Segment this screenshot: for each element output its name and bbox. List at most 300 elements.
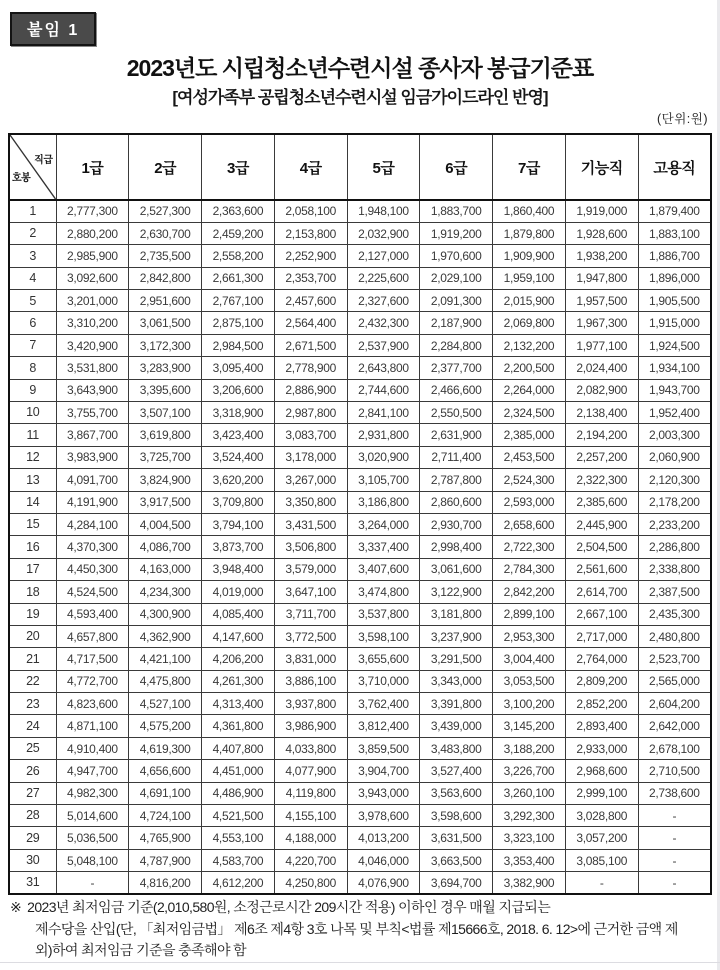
- salary-cell: 2,886,900: [274, 379, 347, 401]
- unit-label: (단위:원): [656, 112, 708, 126]
- step-cell: 20: [9, 625, 56, 647]
- salary-cell: 2,951,600: [129, 290, 202, 312]
- salary-cell: 4,188,000: [274, 827, 347, 849]
- salary-cell: 2,722,300: [493, 536, 566, 558]
- salary-cell: 2,999,100: [565, 782, 638, 804]
- table-row: [9, 222, 711, 244]
- salary-cell: 3,310,200: [56, 312, 129, 334]
- salary-cell: 3,206,600: [202, 379, 275, 401]
- salary-cell: 3,859,500: [347, 737, 420, 759]
- salary-cell: 3,186,800: [347, 491, 420, 513]
- salary-cell: 2,738,600: [638, 782, 711, 804]
- salary-cell: 1,883,100: [638, 222, 711, 244]
- table-row: [9, 290, 711, 312]
- salary-cell: 4,772,700: [56, 670, 129, 692]
- salary-cell: 3,579,000: [274, 558, 347, 580]
- salary-cell: 1,928,600: [565, 222, 638, 244]
- salary-cell: 3,264,000: [347, 513, 420, 535]
- step-cell: 9: [9, 379, 56, 401]
- table-row: [9, 648, 711, 670]
- salary-cell: 4,451,000: [202, 760, 275, 782]
- salary-cell: 1,948,100: [347, 200, 420, 222]
- footnote-line-2: 제수당을 산입(단, 「최저임금법」 제6조 제4항 3호 나목 및 부칙<법률 제15666호, 2018. 6. 12>에 근거한 금액 제: [35, 920, 678, 937]
- salary-cell: 2,091,300: [420, 290, 493, 312]
- salary-cell: 4,553,100: [202, 827, 275, 849]
- salary-cell: 2,120,300: [638, 469, 711, 491]
- column-header: 1급: [56, 134, 129, 200]
- salary-cell: 3,986,900: [274, 715, 347, 737]
- salary-cell: 1,896,000: [638, 267, 711, 289]
- column-header: 기능직: [565, 134, 638, 200]
- salary-cell: 3,391,800: [420, 693, 493, 715]
- salary-cell: 2,661,300: [202, 267, 275, 289]
- salary-cell: 2,264,000: [493, 379, 566, 401]
- salary-cell: 3,237,900: [420, 625, 493, 647]
- salary-cell: 2,257,200: [565, 446, 638, 468]
- salary-cell: 2,643,800: [347, 357, 420, 379]
- table-row: [9, 469, 711, 491]
- step-cell: 19: [9, 603, 56, 625]
- salary-cell: 4,524,500: [56, 581, 129, 603]
- salary-cell: 3,831,000: [274, 648, 347, 670]
- corner-label-rank: 직급: [34, 155, 53, 166]
- salary-cell: 3,382,900: [493, 872, 566, 894]
- salary-cell: 2,875,100: [202, 312, 275, 334]
- salary-cell: 4,370,300: [56, 536, 129, 558]
- salary-cell: 3,100,200: [493, 693, 566, 715]
- salary-cell: 4,300,900: [129, 603, 202, 625]
- table-row: [9, 491, 711, 513]
- salary-cell: 3,283,900: [129, 357, 202, 379]
- scan-edge-bottom: [0, 962, 720, 963]
- salary-cell: 4,077,900: [274, 760, 347, 782]
- corner-label-step: 호봉: [12, 173, 31, 184]
- salary-cell: 2,642,000: [638, 715, 711, 737]
- salary-cell: 4,407,800: [202, 737, 275, 759]
- step-cell: 22: [9, 670, 56, 692]
- salary-cell: 4,593,400: [56, 603, 129, 625]
- salary-cell: 4,220,700: [274, 849, 347, 871]
- salary-cell: 2,593,000: [493, 491, 566, 513]
- salary-cell: 3,407,600: [347, 558, 420, 580]
- salary-cell: 4,191,900: [56, 491, 129, 513]
- salary-cell: 4,656,600: [129, 760, 202, 782]
- footnote: [10, 897, 715, 962]
- salary-cell: 4,086,700: [129, 536, 202, 558]
- salary-cell: 1,883,700: [420, 200, 493, 222]
- salary-cell: -: [638, 827, 711, 849]
- salary-cell: 2,459,200: [202, 222, 275, 244]
- salary-cell: -: [565, 872, 638, 894]
- salary-cell: 1,919,200: [420, 222, 493, 244]
- step-cell: 30: [9, 849, 56, 871]
- salary-cell: 2,778,900: [274, 357, 347, 379]
- salary-cell: 4,521,500: [202, 805, 275, 827]
- salary-cell: 3,061,600: [420, 558, 493, 580]
- step-cell: 8: [9, 357, 56, 379]
- step-cell: 15: [9, 513, 56, 535]
- salary-cell: 2,987,800: [274, 402, 347, 424]
- salary-cell: 3,506,800: [274, 536, 347, 558]
- salary-cell: 3,904,700: [347, 760, 420, 782]
- salary-cell: 4,486,900: [202, 782, 275, 804]
- salary-cell: 2,537,900: [347, 334, 420, 356]
- salary-cell: 3,226,700: [493, 760, 566, 782]
- salary-cell: 2,631,900: [420, 424, 493, 446]
- table-row: [9, 849, 711, 871]
- salary-cell: 2,284,800: [420, 334, 493, 356]
- salary-cell: 1,909,900: [493, 245, 566, 267]
- step-cell: 3: [9, 245, 56, 267]
- salary-cell: 5,014,600: [56, 805, 129, 827]
- salary-cell: 2,385,600: [565, 491, 638, 513]
- salary-cell: 2,564,400: [274, 312, 347, 334]
- salary-cell: 3,420,900: [56, 334, 129, 356]
- step-cell: 31: [9, 872, 56, 894]
- step-cell: 7: [9, 334, 56, 356]
- salary-cell: 1,959,100: [493, 267, 566, 289]
- table-row: [9, 312, 711, 334]
- salary-cell: 4,361,800: [202, 715, 275, 737]
- salary-cell: 2,138,400: [565, 402, 638, 424]
- salary-cell: 3,178,000: [274, 446, 347, 468]
- salary-cell: 2,558,200: [202, 245, 275, 267]
- table-row: [9, 334, 711, 356]
- salary-cell: 3,085,100: [565, 849, 638, 871]
- salary-cell: 4,823,600: [56, 693, 129, 715]
- salary-cell: 2,787,800: [420, 469, 493, 491]
- salary-cell: 1,919,000: [565, 200, 638, 222]
- salary-cell: 3,343,000: [420, 670, 493, 692]
- salary-cell: 2,998,400: [420, 536, 493, 558]
- salary-cell: 1,952,400: [638, 402, 711, 424]
- salary-cell: 2,015,900: [493, 290, 566, 312]
- salary-cell: 2,069,800: [493, 312, 566, 334]
- salary-cell: 4,816,200: [129, 872, 202, 894]
- salary-cell: 2,466,600: [420, 379, 493, 401]
- salary-cell: 2,985,900: [56, 245, 129, 267]
- table-row: [9, 446, 711, 468]
- salary-cell: 2,933,000: [565, 737, 638, 759]
- salary-cell: 3,318,900: [202, 402, 275, 424]
- salary-cell: 3,983,900: [56, 446, 129, 468]
- salary-cell: 3,619,800: [129, 424, 202, 446]
- salary-cell: 2,194,200: [565, 424, 638, 446]
- salary-cell: 3,004,400: [493, 648, 566, 670]
- salary-cell: 3,053,500: [493, 670, 566, 692]
- salary-table: [8, 133, 712, 895]
- salary-cell: 3,725,700: [129, 446, 202, 468]
- salary-cell: 2,338,800: [638, 558, 711, 580]
- column-header: 7급: [493, 134, 566, 200]
- salary-cell: 4,583,700: [202, 849, 275, 871]
- salary-cell: 4,013,200: [347, 827, 420, 849]
- salary-cell: 3,337,400: [347, 536, 420, 558]
- salary-cell: 4,155,100: [274, 805, 347, 827]
- salary-cell: 2,777,300: [56, 200, 129, 222]
- salary-cell: 3,172,300: [129, 334, 202, 356]
- table-row: [9, 513, 711, 535]
- salary-cell: 2,178,200: [638, 491, 711, 513]
- salary-cell: 4,475,800: [129, 670, 202, 692]
- salary-cell: 2,711,400: [420, 446, 493, 468]
- salary-cell: 4,717,500: [56, 648, 129, 670]
- salary-cell: 3,201,000: [56, 290, 129, 312]
- table-row: [9, 558, 711, 580]
- column-header: 5급: [347, 134, 420, 200]
- salary-cell: 4,612,200: [202, 872, 275, 894]
- salary-cell: 3,122,900: [420, 581, 493, 603]
- salary-cell: 1,970,600: [420, 245, 493, 267]
- salary-cell: 3,181,800: [420, 603, 493, 625]
- salary-cell: 2,710,500: [638, 760, 711, 782]
- diagonal-line-icon: [10, 135, 56, 199]
- salary-cell: 3,755,700: [56, 402, 129, 424]
- salary-cell: 4,206,200: [202, 648, 275, 670]
- salary-cell: 2,953,300: [493, 625, 566, 647]
- salary-cell: 2,880,200: [56, 222, 129, 244]
- table-row: [9, 827, 711, 849]
- step-cell: 12: [9, 446, 56, 468]
- salary-cell: 2,457,600: [274, 290, 347, 312]
- salary-cell: 2,860,600: [420, 491, 493, 513]
- salary-cell: 1,915,000: [638, 312, 711, 334]
- step-cell: 18: [9, 581, 56, 603]
- salary-cell: -: [638, 805, 711, 827]
- salary-cell: 2,504,500: [565, 536, 638, 558]
- table-row: [9, 782, 711, 804]
- attachment-badge: 붙임 1: [10, 12, 96, 46]
- salary-cell: 4,421,100: [129, 648, 202, 670]
- salary-cell: 4,091,700: [56, 469, 129, 491]
- salary-cell: 3,083,700: [274, 424, 347, 446]
- salary-cell: 3,291,500: [420, 648, 493, 670]
- salary-cell: 3,937,800: [274, 693, 347, 715]
- salary-cell: 2,784,300: [493, 558, 566, 580]
- salary-cell: 1,967,300: [565, 312, 638, 334]
- salary-cell: 3,620,200: [202, 469, 275, 491]
- salary-cell: 1,879,400: [638, 200, 711, 222]
- salary-cell: 3,663,500: [420, 849, 493, 871]
- salary-cell: 2,233,200: [638, 513, 711, 535]
- salary-cell: 2,132,200: [493, 334, 566, 356]
- table-row: [9, 200, 711, 222]
- salary-cell: 3,105,700: [347, 469, 420, 491]
- salary-cell: 2,842,800: [129, 267, 202, 289]
- salary-cell: 2,717,000: [565, 625, 638, 647]
- salary-cell: 3,812,400: [347, 715, 420, 737]
- salary-cell: 3,092,600: [56, 267, 129, 289]
- salary-cell: 3,395,600: [129, 379, 202, 401]
- table-row: [9, 670, 711, 692]
- salary-cell: 2,527,300: [129, 200, 202, 222]
- salary-cell: 3,886,100: [274, 670, 347, 692]
- salary-cell: 2,764,000: [565, 648, 638, 670]
- salary-cell: 3,655,600: [347, 648, 420, 670]
- salary-cell: 2,353,700: [274, 267, 347, 289]
- salary-cell: 2,252,900: [274, 245, 347, 267]
- salary-cell: 4,947,700: [56, 760, 129, 782]
- salary-cell: 2,968,600: [565, 760, 638, 782]
- salary-cell: 1,957,500: [565, 290, 638, 312]
- salary-cell: 2,630,700: [129, 222, 202, 244]
- step-cell: 24: [9, 715, 56, 737]
- salary-cell: 2,324,500: [493, 402, 566, 424]
- salary-cell: 3,537,800: [347, 603, 420, 625]
- salary-cell: 2,809,200: [565, 670, 638, 692]
- salary-cell: 1,943,700: [638, 379, 711, 401]
- salary-cell: 4,163,000: [129, 558, 202, 580]
- page-title: 2023년도 시립청소년수련시설 종사자 봉급기준표: [126, 55, 594, 81]
- salary-cell: 3,439,000: [420, 715, 493, 737]
- salary-cell: 2,024,400: [565, 357, 638, 379]
- step-cell: 16: [9, 536, 56, 558]
- salary-cell: 2,127,000: [347, 245, 420, 267]
- salary-cell: -: [638, 849, 711, 871]
- salary-cell: 3,709,800: [202, 491, 275, 513]
- salary-cell: 3,292,300: [493, 805, 566, 827]
- salary-cell: 2,322,300: [565, 469, 638, 491]
- column-header: 3급: [202, 134, 275, 200]
- salary-cell: 2,385,000: [493, 424, 566, 446]
- salary-cell: 1,947,800: [565, 267, 638, 289]
- table-row: [9, 625, 711, 647]
- salary-cell: 4,362,900: [129, 625, 202, 647]
- salary-cell: 3,524,400: [202, 446, 275, 468]
- salary-cell: 2,561,600: [565, 558, 638, 580]
- table-row: [9, 402, 711, 424]
- table-body: [9, 200, 711, 894]
- salary-cell: 2,029,100: [420, 267, 493, 289]
- salary-cell: 3,631,500: [420, 827, 493, 849]
- salary-cell: 2,286,800: [638, 536, 711, 558]
- salary-cell: 2,060,900: [638, 446, 711, 468]
- table-row: [9, 536, 711, 558]
- salary-cell: 2,678,100: [638, 737, 711, 759]
- salary-cell: 4,004,500: [129, 513, 202, 535]
- salary-cell: 3,647,100: [274, 581, 347, 603]
- salary-cell: 2,931,800: [347, 424, 420, 446]
- step-cell: 11: [9, 424, 56, 446]
- salary-cell: 4,119,800: [274, 782, 347, 804]
- salary-cell: 3,563,600: [420, 782, 493, 804]
- salary-cell: 3,710,000: [347, 670, 420, 692]
- salary-cell: 2,363,600: [202, 200, 275, 222]
- salary-cell: 1,879,800: [493, 222, 566, 244]
- salary-cell: 4,261,300: [202, 670, 275, 692]
- footnote-marker: ※: [10, 899, 22, 915]
- salary-cell: 2,735,500: [129, 245, 202, 267]
- step-cell: 1: [9, 200, 56, 222]
- table-row: [9, 357, 711, 379]
- salary-cell: 2,187,900: [420, 312, 493, 334]
- salary-cell: 4,250,800: [274, 872, 347, 894]
- salary-cell: 2,984,500: [202, 334, 275, 356]
- salary-cell: 2,225,600: [347, 267, 420, 289]
- page-subtitle: [여성가족부 공립청소년수련시설 임금가이드라인 반영]: [172, 88, 548, 107]
- table-row: [9, 872, 711, 894]
- salary-cell: 4,284,100: [56, 513, 129, 535]
- salary-cell: 2,899,100: [493, 603, 566, 625]
- salary-cell: 4,046,000: [347, 849, 420, 871]
- table-row: [9, 805, 711, 827]
- salary-cell: 2,842,200: [493, 581, 566, 603]
- salary-cell: 2,432,300: [347, 312, 420, 334]
- table-row: [9, 245, 711, 267]
- salary-cell: 4,575,200: [129, 715, 202, 737]
- footnote-line-3: 외)하여 최저임금 기준을 충족해야 함: [35, 942, 247, 958]
- salary-cell: 3,948,400: [202, 558, 275, 580]
- salary-cell: 2,565,000: [638, 670, 711, 692]
- salary-cell: 2,930,700: [420, 513, 493, 535]
- salary-cell: 2,852,200: [565, 693, 638, 715]
- salary-cell: 4,085,400: [202, 603, 275, 625]
- salary-cell: 4,450,300: [56, 558, 129, 580]
- salary-cell: 3,353,400: [493, 849, 566, 871]
- step-cell: 6: [9, 312, 56, 334]
- table-row: [9, 715, 711, 737]
- table-row: [9, 603, 711, 625]
- table-header: [9, 134, 711, 200]
- step-cell: 29: [9, 827, 56, 849]
- salary-cell: 4,724,100: [129, 805, 202, 827]
- salary-cell: 4,982,300: [56, 782, 129, 804]
- salary-cell: 3,507,100: [129, 402, 202, 424]
- salary-cell: 3,483,800: [420, 737, 493, 759]
- salary-cell: 4,234,300: [129, 581, 202, 603]
- salary-cell: 2,387,500: [638, 581, 711, 603]
- table-row: [9, 737, 711, 759]
- salary-cell: 1,860,400: [493, 200, 566, 222]
- salary-cell: 4,765,900: [129, 827, 202, 849]
- salary-cell: 1,938,200: [565, 245, 638, 267]
- salary-cell: 2,524,300: [493, 469, 566, 491]
- table-row: [9, 379, 711, 401]
- salary-cell: 3,145,200: [493, 715, 566, 737]
- step-cell: 27: [9, 782, 56, 804]
- salary-cell: 4,871,100: [56, 715, 129, 737]
- salary-cell: 2,453,500: [493, 446, 566, 468]
- step-cell: 5: [9, 290, 56, 312]
- salary-cell: 1,886,700: [638, 245, 711, 267]
- column-header: 고용직: [638, 134, 711, 200]
- salary-cell: 2,550,500: [420, 402, 493, 424]
- salary-cell: 2,658,600: [493, 513, 566, 535]
- salary-cell: 4,033,800: [274, 737, 347, 759]
- salary-cell: 3,095,400: [202, 357, 275, 379]
- salary-cell: 3,061,500: [129, 312, 202, 334]
- table-row: [9, 424, 711, 446]
- table-row: [9, 267, 711, 289]
- salary-cell: 3,020,900: [347, 446, 420, 468]
- salary-cell: 2,377,700: [420, 357, 493, 379]
- step-cell: 23: [9, 693, 56, 715]
- salary-cell: 2,893,400: [565, 715, 638, 737]
- salary-cell: 3,423,400: [202, 424, 275, 446]
- salary-cell: 2,153,800: [274, 222, 347, 244]
- salary-cell: 2,058,100: [274, 200, 347, 222]
- step-cell: 17: [9, 558, 56, 580]
- salary-cell: 4,313,400: [202, 693, 275, 715]
- salary-cell: 2,614,700: [565, 581, 638, 603]
- footnote-text-1: 2023년 최저임금 기준(2,010,580원, 소정근로시간 209시간 적용) 이하인 경우 매월 지급되는: [27, 899, 551, 915]
- salary-cell: 1,905,500: [638, 290, 711, 312]
- salary-cell: 3,943,000: [347, 782, 420, 804]
- salary-cell: 3,917,500: [129, 491, 202, 513]
- step-cell: 25: [9, 737, 56, 759]
- salary-cell: 3,323,100: [493, 827, 566, 849]
- salary-cell: 2,767,100: [202, 290, 275, 312]
